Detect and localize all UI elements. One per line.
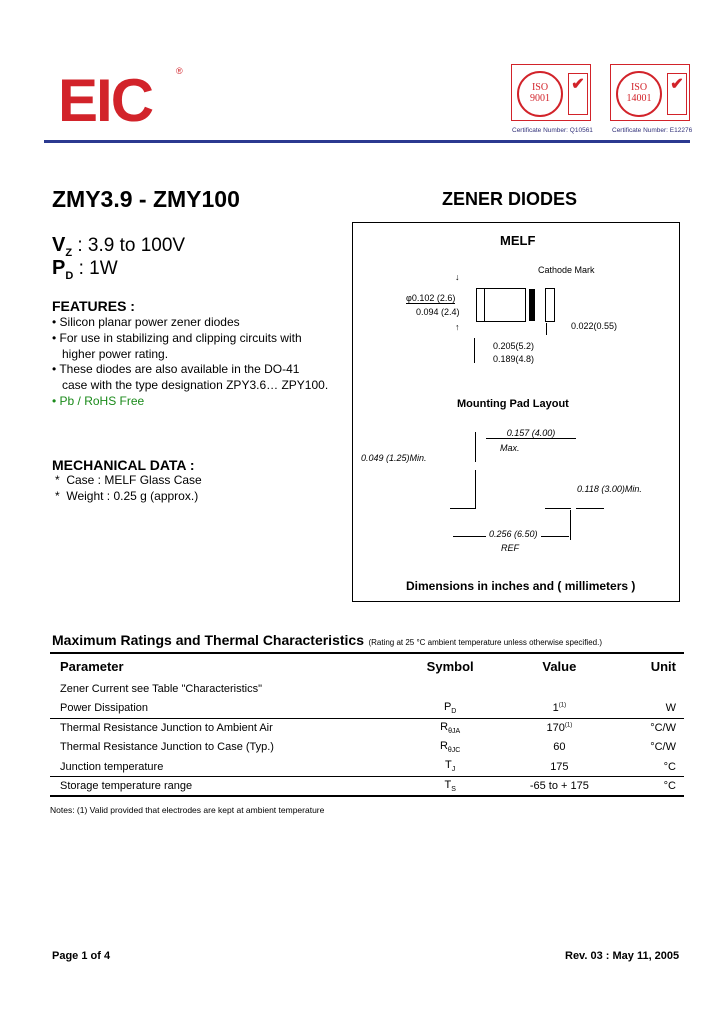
iso9001-seal: ISO 9001	[517, 71, 563, 117]
mechanical-heading: MECHANICAL DATA :	[52, 457, 195, 473]
package-label: MELF	[500, 233, 536, 248]
iso14001-cert-badge	[610, 64, 690, 121]
part-number-title: ZMY3.9 - ZMY100	[52, 186, 240, 212]
melf-end-cap	[545, 288, 555, 322]
vz-spec: $V_Z$ : 3.9 to 100V	[52, 234, 186, 259]
dia-min: 0.094 (2.4)	[416, 307, 460, 317]
melf-body	[476, 288, 526, 322]
ratings-heading: Maximum Ratings and Thermal Characteristics (Rating at 25 °C ambient temperature unless otherwise specified.)	[52, 632, 602, 648]
table-row: Storage temperature range $T_S$ -65 to + 175 °C	[50, 777, 684, 797]
features-heading: FEATURES :	[52, 298, 135, 314]
eic-logo: EIC	[58, 67, 153, 134]
table-row: Power Dissipation $P_D$ 1$^{(1)}$ W	[60, 700, 676, 716]
mechanical-list	[55, 473, 202, 505]
pad-edge	[475, 470, 476, 508]
feature-item: • Silicon planar power zener diodes	[52, 315, 240, 329]
pad-width: 0.157 (4.00)	[486, 428, 576, 439]
iso14001-seal: ISO 14001	[616, 71, 662, 117]
pd-spec: $P_D$ : 1W	[52, 257, 118, 282]
arrow-up-icon: ↑	[455, 322, 460, 332]
pad-gap: 0.049 (1.25)Min.	[361, 453, 427, 463]
ratings-table	[50, 652, 684, 797]
pad-height: 0.118 (3.00)Min.	[577, 484, 642, 494]
mechanical-item: * Case : MELF Glass Case	[55, 473, 202, 487]
dia-max: φ0.102 (2.6)	[406, 293, 456, 303]
revision-date: Rev. 03 : May 11, 2005	[565, 950, 680, 962]
pad-edge	[545, 508, 571, 509]
ratings-notes: Notes: (1) Valid provided that electrodes are kept at ambient temperature	[50, 805, 325, 815]
iso9001-cert-badge	[511, 64, 591, 121]
table-row: Thermal Resistance Junction to Case (Typ.) $R_{\theta JC}$ 60 °C/W	[60, 740, 676, 755]
melf-edge	[484, 289, 485, 321]
pad-edge	[450, 508, 476, 509]
len-max: 0.205(5.2)	[493, 341, 535, 351]
header-divider	[44, 140, 690, 143]
pad-width-max: Max.	[500, 443, 520, 453]
cert-number-9001: Certificate Number: Q10561	[512, 127, 593, 134]
mechanical-item: * Weight : 0.25 g (approx.)	[55, 488, 199, 503]
ukas-check-icon: ✔	[568, 73, 588, 115]
dimensions-caption: Dimensions in inches and ( millimeters )	[406, 579, 636, 593]
registered-mark: ®	[176, 66, 183, 76]
pad-ref: 0.256 (6.50)	[486, 529, 541, 539]
features-list	[52, 315, 328, 410]
rohs-feature: • Pb / RoHS Free	[52, 393, 145, 408]
table-row: Thermal Resistance Junction to Ambient Air $R_{\theta JA}$ 170$^{(1)}$ °C/W	[50, 718, 684, 738]
cert-number-14001: Certificate Number: E12276	[612, 127, 693, 134]
pad-edge	[576, 508, 604, 509]
dim-line	[475, 432, 476, 462]
feature-item: • For use in stabilizing and clipping circuits with	[52, 330, 302, 345]
cathode-band	[529, 289, 535, 321]
pad-layout-title: Mounting Pad Layout	[457, 398, 569, 410]
table-row: Zener Current see Table "Characteristics"	[60, 682, 263, 695]
dim-line	[570, 510, 571, 540]
feature-item: • These diodes are also available in the DO-41	[52, 362, 300, 377]
cathode-mark-label: Cathode Mark	[538, 265, 595, 275]
feature-item: higher power rating.	[52, 346, 169, 361]
feature-item: case with the type designation ZPY3.6… ZPY100.	[52, 378, 329, 393]
len-min: 0.189(4.8)	[493, 354, 535, 364]
dim-line	[474, 338, 475, 363]
page-number: Page 1 of 4	[52, 950, 111, 962]
ukas-check-icon: ✔	[667, 73, 687, 115]
arrow-down-icon: ↓	[455, 272, 460, 282]
category-title: ZENER DIODES	[442, 189, 578, 209]
table-row: Junction temperature $T_J$ 175 °C	[60, 759, 676, 774]
band-dim: 0.022(0.55)	[571, 321, 618, 331]
dim-line	[546, 323, 547, 335]
table-header: Parameter Symbol Value Unit	[60, 659, 676, 674]
pad-ref-label: REF	[501, 543, 519, 553]
